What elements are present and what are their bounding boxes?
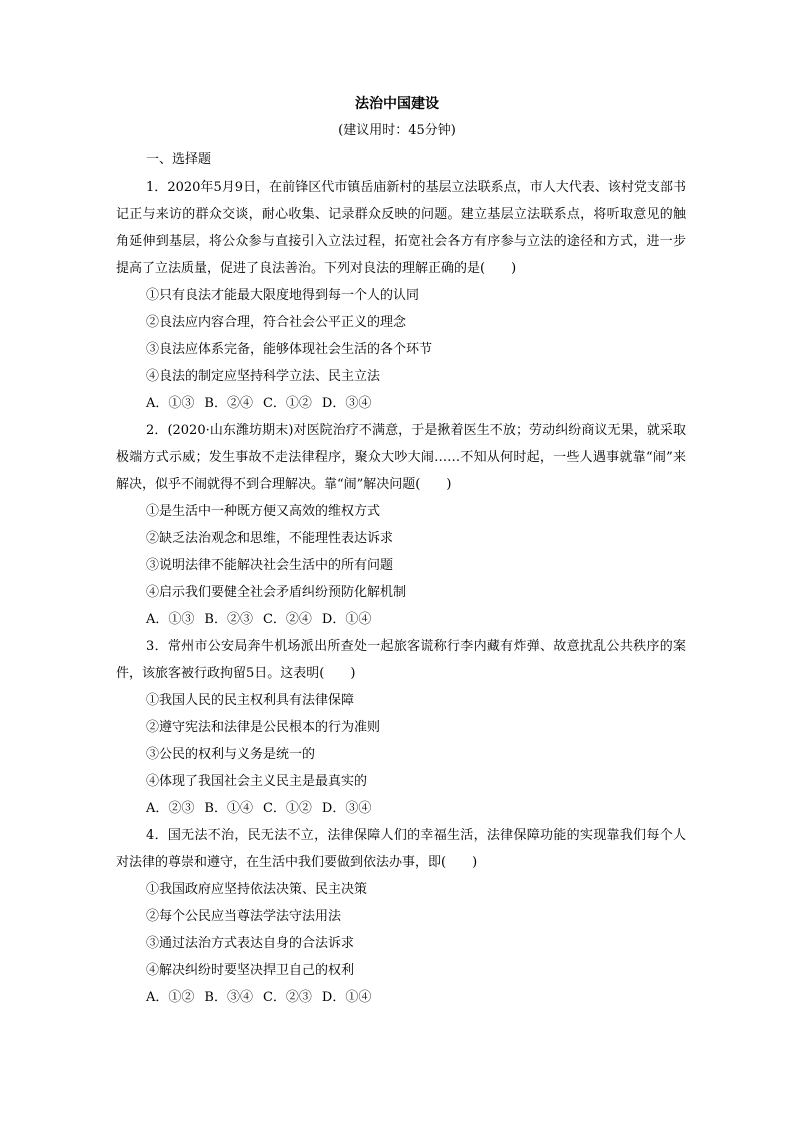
choice-a: A．②③	[146, 801, 195, 816]
statement-option: ①是生活中一种既方便又高效的维权方式	[146, 504, 381, 519]
question-2	[116, 417, 686, 633]
choice-b: B．③④	[204, 990, 253, 1005]
answer-choices	[116, 606, 686, 633]
choice-c: C．①②	[262, 801, 312, 816]
statement-option: ④良法的制定应坚持科学立法、民主立法	[146, 369, 381, 384]
choice-a: A．①③	[146, 612, 195, 627]
choice-b: B．②③	[204, 612, 253, 627]
choice-d: D．①④	[321, 990, 372, 1005]
question-stem: 2．(2020·山东潍坊期末)对医院治疗不满意，于是揪着医生不放；劳动纠纷商议无果，就采取极端方式示威；发生事故不走法律程序，聚众大吵大闹……不知从何时起，一些人遇事就靠“闹”来解决，似乎不闹就得不到合理解决。靠“闹”解决问题( )	[116, 423, 686, 492]
statement-option: ④解决纠纷时要坚决捍卫自己的权利	[146, 963, 355, 978]
choice-c: C．②④	[262, 612, 312, 627]
statement-option: ②遵守宪法和法律是公民根本的行为准则	[146, 720, 381, 735]
statement-option: ④启示我们要健全社会矛盾纠纷预防化解机制	[146, 585, 407, 600]
statement-option: ②每个公民应当尊法学法守法用法	[146, 909, 342, 924]
choice-d: D．③④	[321, 396, 372, 411]
statement-option: ④体现了我国社会主义民主是最真实的	[146, 774, 368, 789]
question-4	[116, 822, 686, 1011]
suggested-time: (建议用时：45分钟)	[338, 123, 456, 138]
statement-option: ①我国政府应坚持依法决策、民主决策	[146, 882, 368, 897]
statement-option: ③通过法治方式表达自身的合法诉求	[146, 936, 355, 951]
question-list	[116, 174, 686, 1011]
question-1	[116, 174, 686, 417]
answer-choices	[116, 390, 686, 417]
answer-choices	[116, 795, 686, 822]
choice-b: B．②④	[204, 396, 253, 411]
page-title: 法治中国建设	[355, 96, 439, 112]
section-heading: 一、选择题	[146, 152, 212, 167]
choice-c: C．①②	[262, 396, 312, 411]
choice-d: D．①④	[321, 612, 372, 627]
question-stem: 4．国无法不治，民无法不立，法律保障人们的幸福生活，法律保障功能的实现靠我们每个人对法律的尊崇和遵守，在生活中我们要做到依法办事，即( )	[116, 828, 686, 870]
statement-option: ①我国人民的民主权利具有法律保障	[146, 693, 355, 708]
question-3	[116, 633, 686, 822]
question-stem: 1．2020年5月9日，在前锋区代市镇岳庙新村的基层立法联系点，市人大代表、该村党支部书记正与来访的群众交谈，耐心收集、记录群众反映的问题。建立基层立法联系点，将听取意见的触角延伸到基层，将公众参与直接引入立法过程，拓宽社会各方有序参与立法的途径和方式，进一步提高了立法质量，促进了良法善治。下列对良法的理解正确的是( )	[116, 180, 686, 276]
answer-choices	[116, 984, 686, 1011]
question-stem: 3．常州市公安局奔牛机场派出所查处一起旅客谎称行李内藏有炸弹、故意扰乱公共秩序的案件，该旅客被行政拘留5日。这表明( )	[116, 639, 686, 681]
statement-option: ①只有良法才能最大限度地得到每一个人的认同	[146, 288, 420, 303]
choice-a: A．①③	[146, 396, 195, 411]
choice-b: B．①④	[204, 801, 253, 816]
statement-option: ③公民的权利与义务是统一的	[146, 747, 316, 762]
statement-option: ②缺乏法治观念和思维，不能理性表达诉求	[146, 531, 394, 546]
statement-option: ③良法应体系完备，能够体现社会生活的各个环节	[146, 342, 433, 357]
choice-a: A．①②	[146, 990, 195, 1005]
statement-option: ②良法应内容合理，符合社会公平正义的理念	[146, 315, 407, 330]
choice-d: D．③④	[321, 801, 372, 816]
statement-option: ③说明法律不能解决社会生活中的所有问题	[146, 558, 394, 573]
choice-c: C．②③	[262, 990, 312, 1005]
